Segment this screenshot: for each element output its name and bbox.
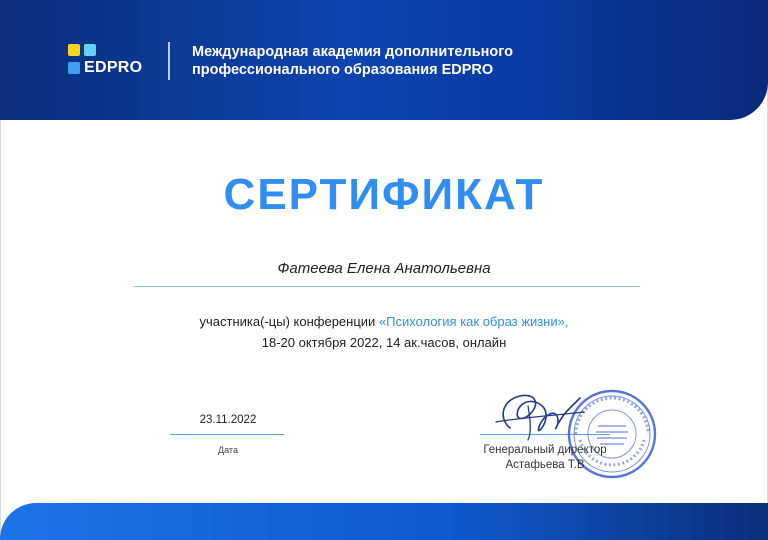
- header-divider: [168, 42, 170, 80]
- date-label: Дата: [218, 445, 238, 455]
- description-prefix: участника(-цы) конференции: [199, 314, 376, 329]
- logo-text: EDPRO: [84, 59, 143, 76]
- signer-name: Астафьева Т.В: [505, 459, 585, 471]
- date-underline: [170, 434, 284, 435]
- organization-line-1: Международная академия дополнительного: [192, 44, 513, 60]
- event-name: «Психология как образ жизни»,: [378, 314, 569, 329]
- certificate-description: [0, 311, 768, 353]
- organization-line-2: профессионального образования EDPRO: [192, 62, 494, 78]
- organization-name: [192, 43, 592, 79]
- logo-square-blue: [68, 62, 80, 74]
- signer-role: Генеральный директор: [483, 444, 607, 456]
- event-details: 18-20 октября 2022, 14 ак.часов, онлайн: [261, 335, 507, 350]
- logo-square-cyan: [84, 44, 96, 56]
- signer-block: [470, 443, 620, 473]
- edpro-logo: [68, 44, 148, 78]
- logo-square-yellow: [68, 44, 80, 56]
- recipient-name: Фатеева Елена Анатольевна: [277, 260, 491, 277]
- director-signature: [488, 388, 588, 444]
- header-banner: [0, 0, 768, 120]
- issue-date: 23.11.2022: [199, 414, 257, 426]
- certificate-title: СЕРТИФИКАТ: [223, 170, 545, 219]
- footer-banner: [0, 503, 768, 540]
- description-line-1: [0, 311, 768, 332]
- recipient-underline: [134, 286, 640, 287]
